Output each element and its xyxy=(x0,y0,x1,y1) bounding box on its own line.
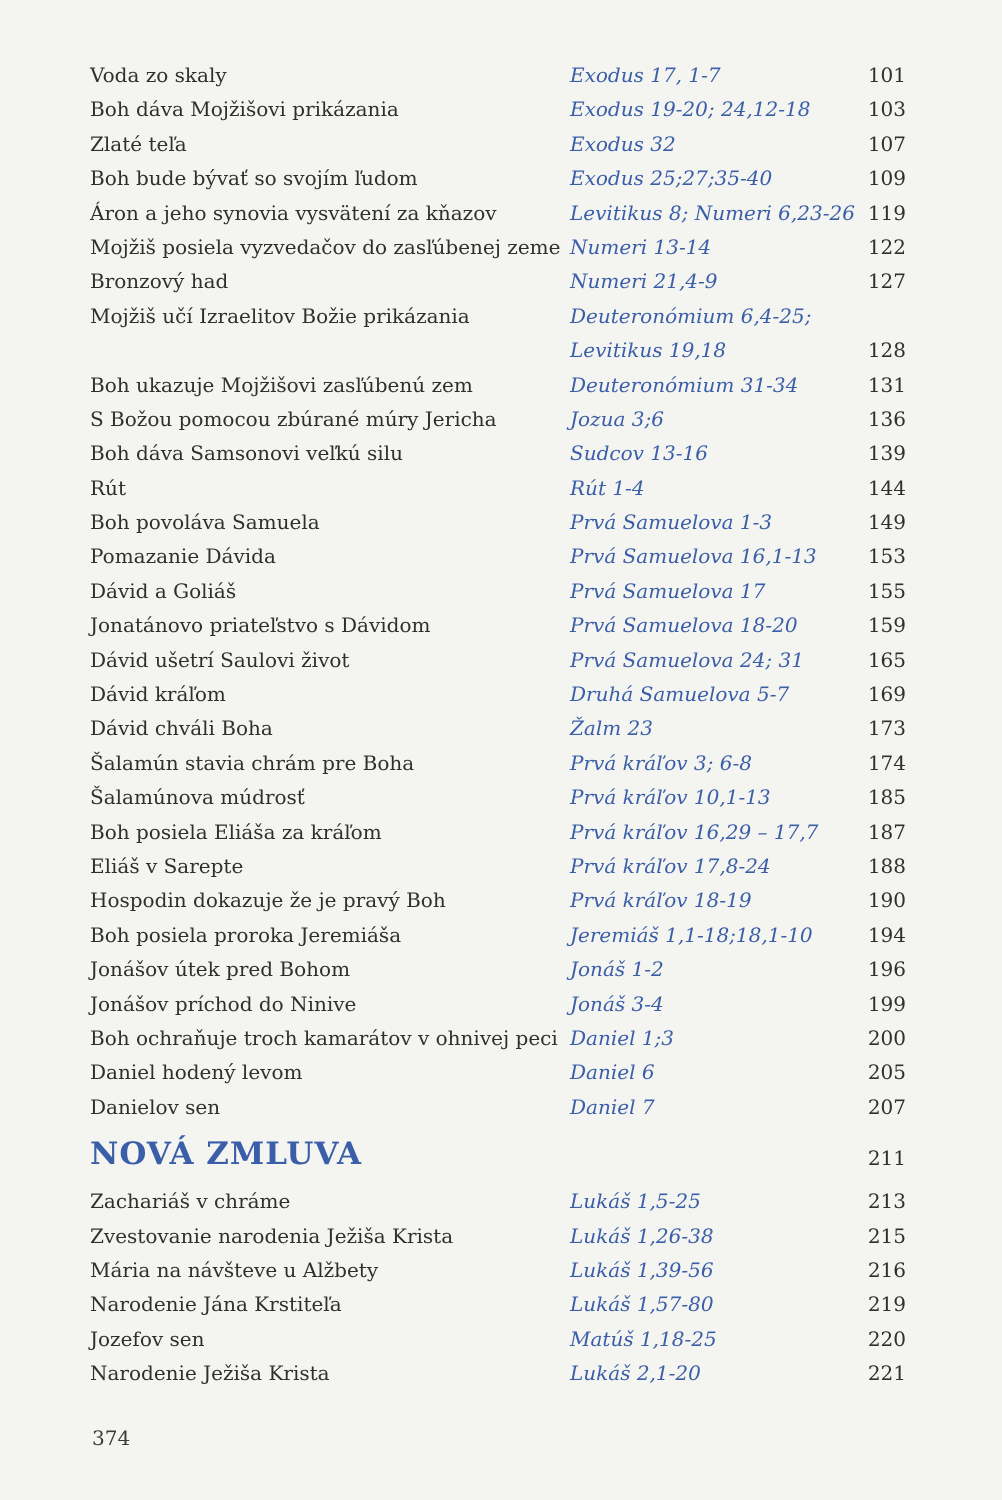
toc-entry xyxy=(90,1184,910,1218)
entry-title: Daniel hodený levom xyxy=(90,1060,303,1085)
entry-title: Dávid kráľom xyxy=(90,682,226,707)
entry-title: Šalamúnova múdrosť xyxy=(90,785,305,810)
entry-reference: Lukáš 1,5-25 xyxy=(570,1189,701,1214)
entry-title: Boh bude bývať so svojím ľudom xyxy=(90,166,418,191)
entry-reference: Prvá Samuelova 17 xyxy=(570,578,766,603)
entry-reference: Exodus 32 xyxy=(570,131,676,156)
entry-page-number: 207 xyxy=(867,1094,906,1119)
entry-page-number: 185 xyxy=(867,785,906,810)
entry-reference: Levitikus 8; Numeri 6,23-26 xyxy=(570,200,855,225)
entry-page-number: 144 xyxy=(867,475,906,500)
entry-reference: Druhá Samuelova 5-7 xyxy=(570,682,790,707)
entry-reference: Matúš 1,18-25 xyxy=(570,1326,717,1351)
entry-page-number: 221 xyxy=(867,1361,906,1386)
entry-page-number: 103 xyxy=(867,97,906,122)
entry-reference: Prvá kráľov 16,29 – 17,7 xyxy=(570,819,819,844)
entry-title: Šalamún stavia chrám pre Boha xyxy=(90,750,415,775)
entry-page-number: 200 xyxy=(867,1025,906,1050)
entry-title: Rút xyxy=(90,475,126,500)
toc-entry xyxy=(90,1219,910,1253)
entry-page-number: 159 xyxy=(867,613,906,638)
toc-entry xyxy=(90,196,910,230)
entry-reference: Prvá kráľov 17,8-24 xyxy=(570,853,771,878)
entry-reference: Daniel 6 xyxy=(570,1060,655,1085)
entry-reference: Prvá Samuelova 16,1-13 xyxy=(570,544,817,569)
entry-reference: Daniel 7 xyxy=(570,1094,655,1119)
section-page-number: 211 xyxy=(867,1146,906,1171)
toc-entry xyxy=(90,127,910,161)
toc-entry xyxy=(90,402,910,436)
entry-title: Zlaté teľa xyxy=(90,131,187,156)
entry-reference: Levitikus 19,18 xyxy=(570,338,727,363)
entry-page-number: 149 xyxy=(867,510,906,535)
entry-reference: Lukáš 1,39-56 xyxy=(570,1257,714,1282)
entry-title: Narodenie Ježiša Krista xyxy=(90,1361,330,1386)
entry-page-number: 119 xyxy=(867,200,906,225)
entry-reference: Deuteronómium 31-34 xyxy=(570,372,799,397)
entry-title: Pomazanie Dávida xyxy=(90,544,276,569)
entry-page-number: 216 xyxy=(867,1257,906,1282)
toc-entry xyxy=(90,230,910,264)
entry-title: Mojžiš učí Izraelitov Božie prikázania xyxy=(90,303,470,328)
entry-page-number: 153 xyxy=(867,544,906,569)
toc-entry xyxy=(90,471,910,505)
table-of-contents xyxy=(90,58,910,1390)
toc-entry xyxy=(90,539,910,573)
toc-entry xyxy=(90,952,910,986)
entry-page-number: 139 xyxy=(867,441,906,466)
entry-reference: Numeri 21,4-9 xyxy=(570,269,718,294)
entry-reference: Exodus 17, 1-7 xyxy=(570,63,721,87)
entry-title: Boh povoláva Samuela xyxy=(90,510,320,535)
entry-title: Hospodin dokazuje že je pravý Boh xyxy=(90,888,446,913)
entry-title: Jonášov príchod do Ninive xyxy=(90,991,357,1016)
entry-reference: Prvá Samuelova 1-3 xyxy=(570,510,773,535)
toc-entry xyxy=(90,1287,910,1321)
entry-reference: Lukáš 1,57-80 xyxy=(570,1292,714,1317)
entry-title: Zachariáš v chráme xyxy=(90,1189,291,1214)
entry-reference: Jozua 3;6 xyxy=(570,406,664,431)
entry-page-number: 174 xyxy=(867,750,906,775)
toc-entry xyxy=(90,1356,910,1390)
entry-title: Dávid a Goliáš xyxy=(90,578,237,603)
toc-entry xyxy=(90,815,910,849)
entry-reference: Prvá Samuelova 18-20 xyxy=(570,613,798,638)
entry-page-number: 188 xyxy=(867,853,906,878)
entry-title: Boh posiela Eliáša za kráľom xyxy=(90,819,382,844)
entry-title: S Božou pomocou zbúrané múry Jericha xyxy=(90,406,497,431)
toc-entry xyxy=(90,58,910,92)
toc-entry xyxy=(90,780,910,814)
toc-entry xyxy=(90,1253,910,1287)
entry-title: Narodenie Jána Krstiteľa xyxy=(90,1292,342,1317)
entry-page-number: 107 xyxy=(867,131,906,156)
section-header xyxy=(90,1132,910,1184)
entry-title: Bronzový had xyxy=(90,269,229,294)
toc-entry xyxy=(90,677,910,711)
toc-entry xyxy=(90,918,910,952)
toc-entry xyxy=(90,92,910,126)
entry-page-number: 127 xyxy=(867,269,906,294)
entry-page-number: 165 xyxy=(867,647,906,672)
entry-title: Dávid chváli Boha xyxy=(90,716,273,741)
entry-page-number: 109 xyxy=(867,166,906,191)
entry-page-number: 190 xyxy=(867,888,906,913)
entry-title: Voda zo skaly xyxy=(90,63,227,87)
entry-page-number: 128 xyxy=(867,338,906,363)
entry-reference: Numeri 13-14 xyxy=(570,234,712,259)
entry-page-number: 213 xyxy=(867,1189,906,1214)
toc-entry xyxy=(90,1322,910,1356)
entry-page-number: 122 xyxy=(867,234,906,259)
section-title: NOVÁ ZMLUVA xyxy=(90,1136,363,1173)
entry-title: Eliáš v Sarepte xyxy=(90,853,244,878)
entry-reference: Sudcov 13-16 xyxy=(570,441,708,466)
entry-title: Jozefov sen xyxy=(90,1326,205,1351)
entry-page-number: 196 xyxy=(867,957,906,982)
entry-page-number: 101 xyxy=(867,63,906,87)
entry-title: Mojžiš posiela vyzvedačov do zasľúbenej zeme xyxy=(90,234,561,259)
entry-page-number: 205 xyxy=(867,1060,906,1085)
entry-title: Jonatánovo priateľstvo s Dávidom xyxy=(90,613,431,638)
entry-page-number: 219 xyxy=(867,1292,906,1317)
entry-reference: Žalm 23 xyxy=(570,716,653,741)
entry-title: Boh posiela proroka Jeremiáša xyxy=(90,922,402,947)
old-testament-list xyxy=(90,58,910,1124)
new-testament-list xyxy=(90,1184,910,1390)
entry-title: Jonášov útek pred Bohom xyxy=(90,957,351,982)
entry-reference: Lukáš 1,26-38 xyxy=(570,1223,714,1248)
entry-title: Dávid ušetrí Saulovi život xyxy=(90,647,350,672)
entry-page-number: 155 xyxy=(867,578,906,603)
toc-entry xyxy=(90,1055,910,1089)
toc-entry xyxy=(90,711,910,745)
toc-entry xyxy=(90,299,910,333)
entry-page-number: 220 xyxy=(867,1326,906,1351)
toc-entry xyxy=(90,643,910,677)
entry-reference: Lukáš 2,1-20 xyxy=(570,1361,701,1386)
entry-reference: Jeremiáš 1,1-18;18,1-10 xyxy=(570,922,813,947)
entry-page-number: 187 xyxy=(867,819,906,844)
entry-page-number: 194 xyxy=(867,922,906,947)
toc-entry xyxy=(90,368,910,402)
entry-page-number: 169 xyxy=(867,682,906,707)
entry-reference: Rút 1-4 xyxy=(570,475,645,500)
entry-title: Boh dáva Samsonovi veľkú silu xyxy=(90,441,403,466)
entry-reference: Prvá kráľov 10,1-13 xyxy=(570,785,771,810)
entry-page-number: 131 xyxy=(867,372,906,397)
entry-reference: Prvá Samuelova 24; 31 xyxy=(570,647,804,672)
entry-page-number: 173 xyxy=(867,716,906,741)
toc-entry xyxy=(90,1021,910,1055)
toc-entry xyxy=(90,1090,910,1124)
toc-entry xyxy=(90,849,910,883)
toc-entry xyxy=(90,333,910,367)
entry-page-number: 136 xyxy=(867,406,906,431)
entry-reference: Exodus 19-20; 24,12-18 xyxy=(570,97,811,122)
entry-reference: Deuteronómium 6,4-25; xyxy=(570,303,812,328)
toc-entry xyxy=(90,436,910,470)
toc-entry xyxy=(90,264,910,298)
toc-entry xyxy=(90,883,910,917)
entry-title: Boh ukazuje Mojžišovi zasľúbenú zem xyxy=(90,372,473,397)
toc-entry xyxy=(90,574,910,608)
toc-entry xyxy=(90,161,910,195)
toc-entry xyxy=(90,608,910,642)
entry-title: Zvestovanie narodenia Ježiša Krista xyxy=(90,1223,454,1248)
entry-reference: Jonáš 1-2 xyxy=(570,957,664,982)
entry-title: Danielov sen xyxy=(90,1094,221,1119)
entry-reference: Exodus 25;27;35-40 xyxy=(570,166,773,191)
entry-page-number: 199 xyxy=(867,991,906,1016)
entry-title: Áron a jeho synovia vysvätení za kňazov xyxy=(90,200,497,225)
toc-entry xyxy=(90,987,910,1021)
entry-title: Boh ochraňuje troch kamarátov v ohnivej peci xyxy=(90,1025,558,1050)
entry-reference: Jonáš 3-4 xyxy=(570,991,664,1016)
entry-reference: Daniel 1;3 xyxy=(570,1025,675,1050)
page-folio: 374 xyxy=(92,1426,131,1450)
entry-title: Boh dáva Mojžišovi prikázania xyxy=(90,97,399,122)
entry-reference: Prvá kráľov 18-19 xyxy=(570,888,752,913)
entry-page-number: 215 xyxy=(867,1223,906,1248)
toc-entry xyxy=(90,746,910,780)
toc-entry xyxy=(90,505,910,539)
entry-title: Mária na návšteve u Alžbety xyxy=(90,1257,379,1282)
entry-reference: Prvá kráľov 3; 6-8 xyxy=(570,750,752,775)
